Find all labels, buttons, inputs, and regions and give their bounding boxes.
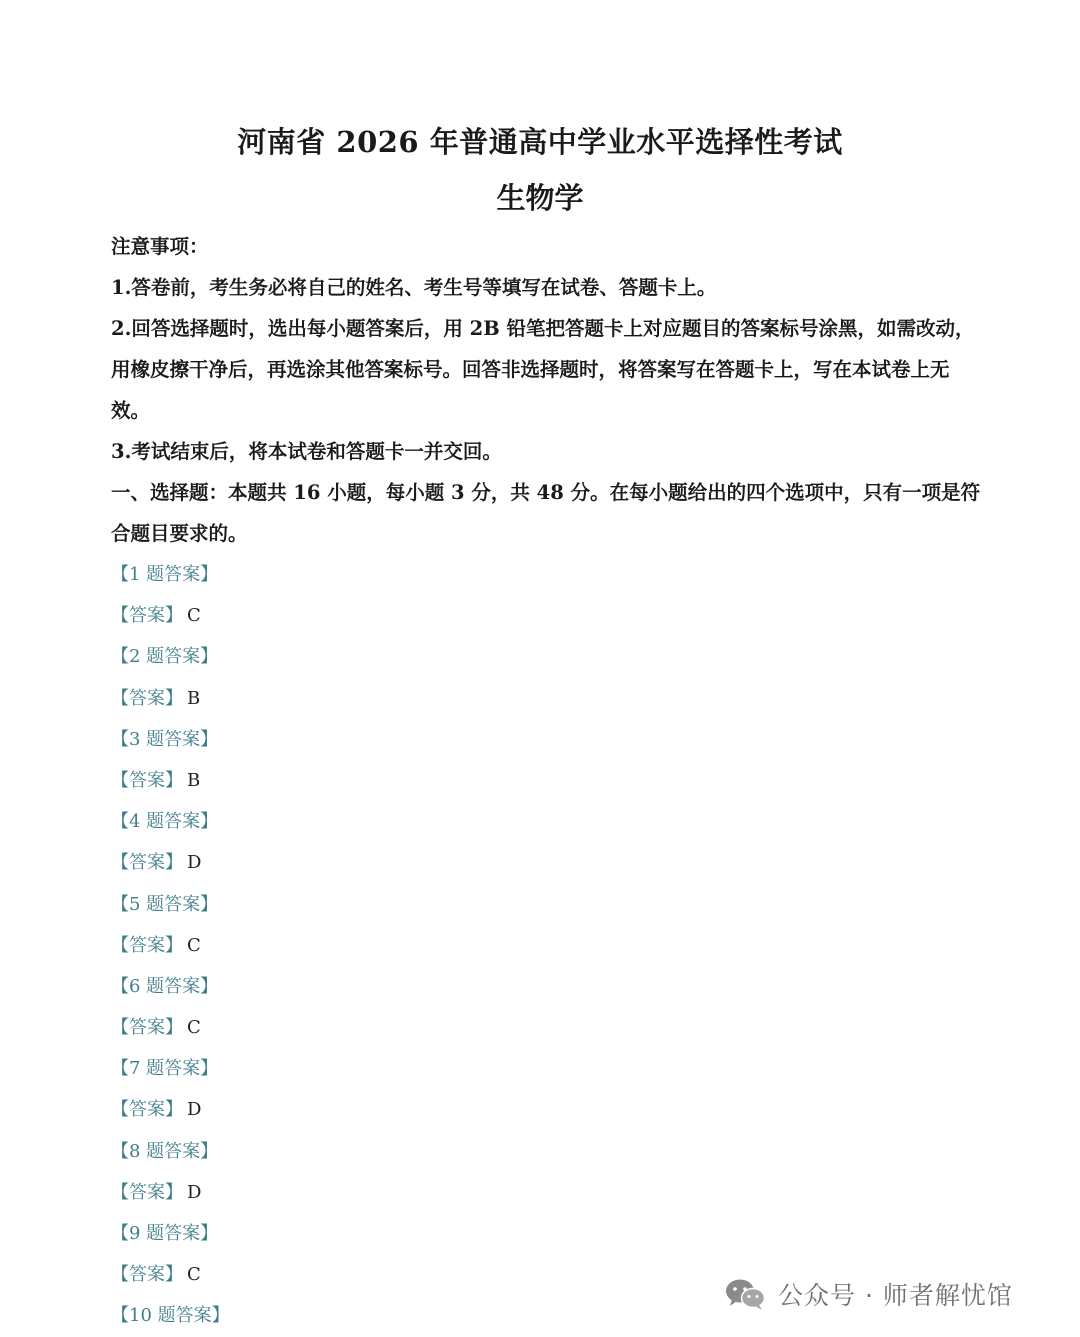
answer-label: 【答案】 <box>111 687 183 709</box>
question-heading: 【3 题答案】 <box>111 728 219 750</box>
answer-list <box>111 554 711 1337</box>
exam-subject: 生物学 <box>496 181 584 215</box>
answer-line <box>111 760 711 801</box>
answer-value: C <box>187 934 201 956</box>
answer-label: 【答案】 <box>111 769 183 791</box>
question-heading: 【4 题答案】 <box>111 811 219 833</box>
answer-line <box>111 595 711 636</box>
notice-item-3: 3.考试结束后，将本试卷和答题卡一并交回。 <box>111 440 502 463</box>
answer-label: 【答案】 <box>111 1264 183 1286</box>
answer-value: C <box>187 1264 201 1286</box>
answer-label: 【答案】 <box>111 605 183 627</box>
question-heading: 【9 题答案】 <box>111 1223 219 1244</box>
question-heading: 【1 题答案】 <box>111 564 219 585</box>
answer-line <box>111 842 711 883</box>
question-heading: 【8 题答案】 <box>111 1140 219 1162</box>
answer-value: D <box>187 1181 202 1203</box>
answer-value: D <box>187 1099 202 1121</box>
answer-line <box>111 1007 711 1048</box>
question-heading: 【7 题答案】 <box>111 1058 219 1080</box>
answer-value: C <box>187 1017 201 1039</box>
answer-label: 【答案】 <box>111 934 183 956</box>
answer-label: 【答案】 <box>111 1017 183 1039</box>
answer-line <box>111 925 711 966</box>
answer-line <box>111 1089 711 1130</box>
answer-line <box>111 1172 711 1213</box>
answer-value: C <box>187 605 201 627</box>
answer-label: 【答案】 <box>111 852 183 874</box>
section-1-instructions: 一、选择题：本题共 16 小题，每小题 3 分，共 48 分。在每小题给出的四个选项中，只有一项是符合题目要求的。 <box>111 481 981 545</box>
answer-line <box>111 1254 711 1295</box>
answer-label: 【答案】 <box>111 1099 183 1121</box>
question-heading: 【5 题答案】 <box>111 893 219 915</box>
answer-value: B <box>187 687 201 709</box>
answer-line <box>111 678 711 719</box>
answer-value: B <box>187 769 201 791</box>
notice-item-1: 1.答卷前，考生务必将自己的姓名、考生号等填写在试卷、答题卡上。 <box>111 276 717 299</box>
notice-heading: 注意事项： <box>111 235 209 258</box>
wechat-watermark <box>724 1272 1013 1316</box>
question-heading: 【6 题答案】 <box>111 975 219 997</box>
watermark-text: 公众号 · 师者解忧馆 <box>778 1281 1013 1310</box>
answer-value: D <box>187 852 202 874</box>
question-heading-last: 【10 题答案】 <box>111 1305 230 1327</box>
question-heading: 【2 题答案】 <box>111 646 219 668</box>
wechat-icon <box>724 1277 766 1311</box>
exam-title: 河南省 2026 年普通高中学业水平选择性考试 <box>237 125 843 159</box>
answer-label: 【答案】 <box>111 1181 183 1203</box>
notice-item-2: 2.回答选择题时，选出每小题答案后，用 2B 铅笔把答题卡上对应题目的答案标号涂黑，如需改动，用橡皮擦干净后，再选涂其他答案标号。回答非选择题时，将答案写在答题卡上，写在本试卷上无效。 <box>111 317 975 422</box>
